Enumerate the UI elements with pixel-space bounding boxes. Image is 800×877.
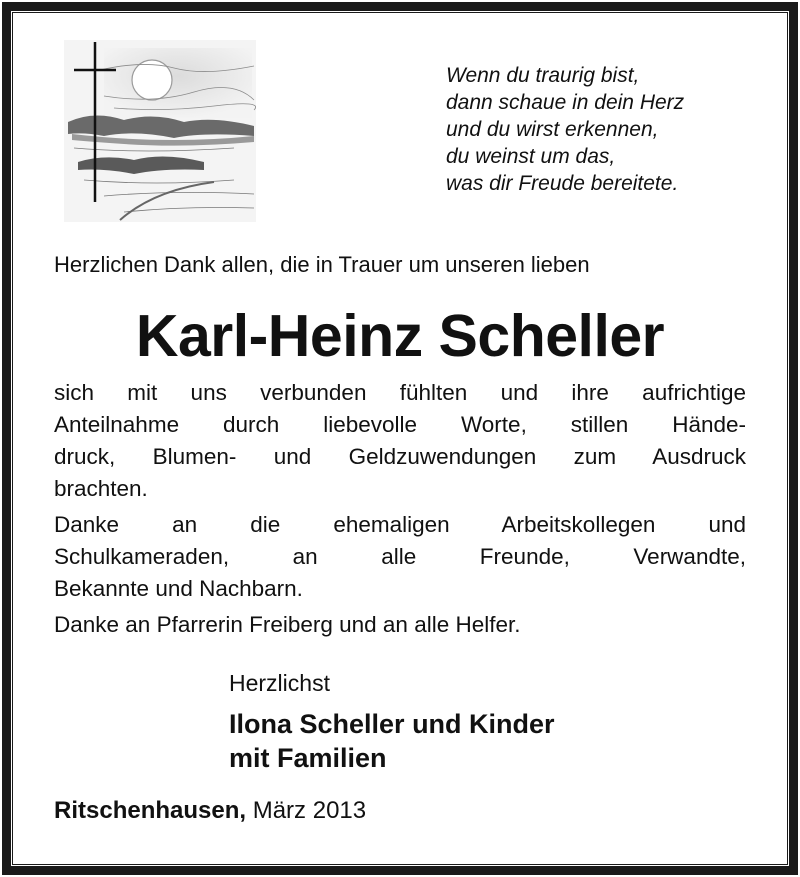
paragraph-line: sich mit uns verbunden fühlten und ihre aufrichtige (54, 380, 746, 405)
paragraph-line: Anteilnahme durch liebevolle Worte, stillen Hände- (54, 412, 746, 437)
colleagues-paragraph (54, 509, 746, 605)
paragraph-line: Bekannte und Nachbarn. (54, 576, 303, 601)
paragraph-line: brachten. (54, 476, 148, 501)
thanks-paragraph (54, 377, 746, 505)
cross-landscape-illustration (64, 40, 256, 222)
poem (446, 62, 766, 197)
poem-line: dann schaue in dein Herz (446, 91, 685, 114)
paragraph-line: druck, Blumen- und Geldzuwendungen zum Ausdruck (54, 444, 746, 469)
signatory-line: mit Familien (229, 743, 387, 773)
place-date (54, 797, 366, 825)
poem-line: und du wirst erkennen, (446, 118, 659, 141)
place-name: Ritschenhausen, (54, 797, 247, 824)
deceased-name: Karl-Heinz Scheller (135, 303, 665, 369)
poem-line: du weinst um das, (446, 145, 616, 168)
paragraph-line: Danke an die ehemaligen Arbeitskollegen und (54, 512, 746, 537)
intro-text: Herzlichen Dank allen, die in Trauer um unseren lieben (54, 252, 590, 277)
poem-line: Wenn du traurig bist, (446, 64, 640, 87)
closing-greeting: Herzlichst (229, 670, 330, 696)
poem-line: was dir Freude bereitete. (446, 172, 679, 195)
signatory-line: Ilona Scheller und Kinder (229, 709, 555, 739)
date: März 2013 (252, 797, 367, 824)
pastor-paragraph: Danke an Pfarrerin Freiberg und an alle Helfer. (54, 612, 521, 637)
paragraph-line: Schulkameraden, an alle Freunde, Verwandte, (54, 544, 746, 569)
signatories (229, 707, 555, 775)
